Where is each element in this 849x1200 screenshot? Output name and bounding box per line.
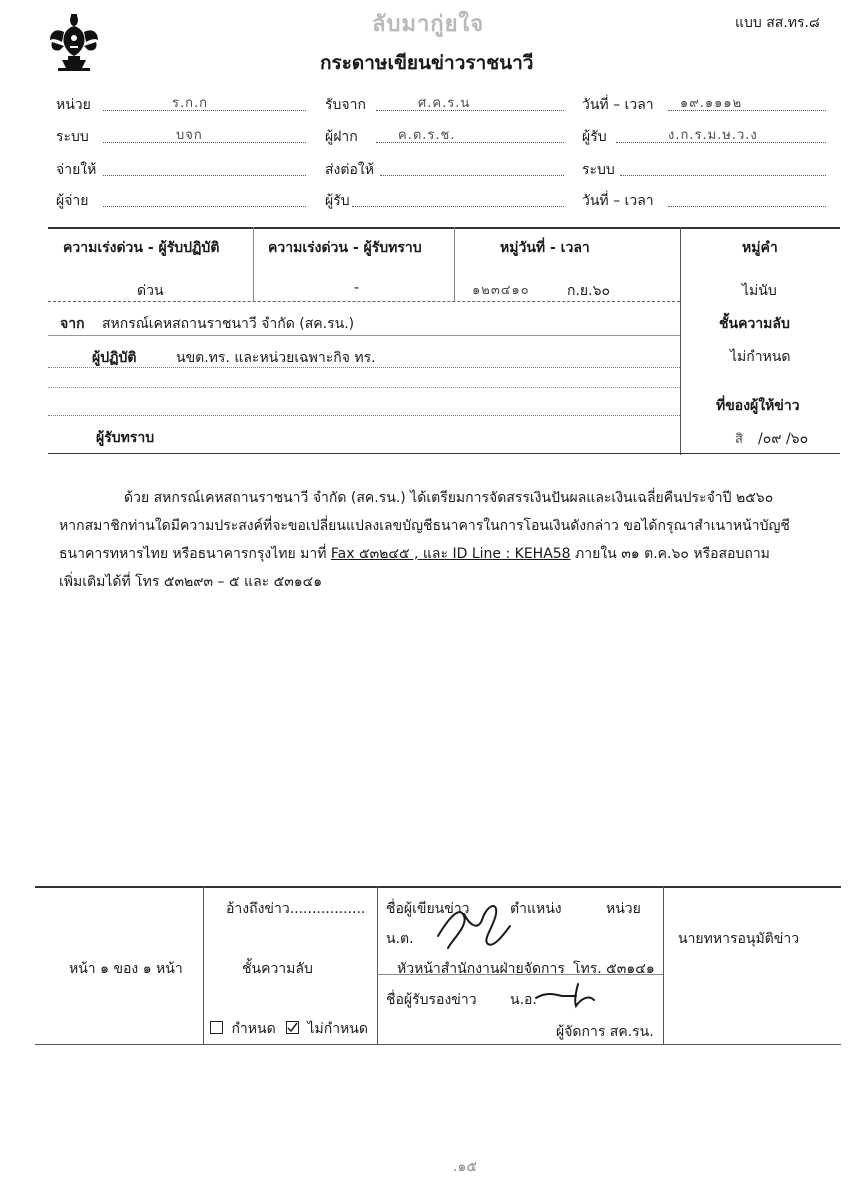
- fax-line-link[interactable]: Fax ๕๓๒๔๕ , และ ID Line : KEHA58: [330, 546, 571, 562]
- originator-ref-value: /๐๙ /๖๐: [758, 431, 809, 447]
- writer-signature: [430, 896, 520, 956]
- datetime-label: วันที่ – เวลา: [582, 97, 654, 113]
- page-of-pages: หน้า ๑ ของ ๑ หน้า: [69, 961, 183, 977]
- body-line-4: เพิ่มเติมได้ที่ โทร ๕๓๒๙๓ – ๕ และ ๕๓๑๔๑: [59, 574, 323, 590]
- urgency-action-value: ด่วน: [137, 283, 164, 299]
- dispatch-to-label: จ่ายให้: [56, 162, 97, 178]
- col-urgency-action-header: ความเร่งด่วน - ผู้รับปฏิบัติ: [63, 240, 220, 256]
- received-from-value[interactable]: ศ.ค.ร.น: [418, 96, 471, 111]
- secrecy-header: ชั้นความลับ: [719, 316, 790, 332]
- col-urgency-info-header: ความเร่งด่วน - ผู้รับทราบ: [268, 240, 422, 256]
- certifier-rank: น.อ.: [510, 992, 537, 1008]
- datetime2-line: [668, 206, 826, 207]
- wordcount-value: ไม่นับ: [742, 283, 777, 299]
- ref-news-field: อ้างถึงข่าว.................: [226, 901, 366, 917]
- writer-unit-label: หน่วย: [606, 901, 641, 917]
- unit-value[interactable]: ร.ก.ก: [172, 96, 208, 111]
- page-title: กระดาษเขียนข่าวราชนาวี: [320, 52, 534, 74]
- info-recipient-label: ผู้รับทราบ: [96, 430, 155, 446]
- writer-label: ชื่อผู้เขียนข่าว: [386, 901, 470, 917]
- stamp-mark: ลับมากู่ยใจ: [372, 12, 485, 37]
- opt-unset[interactable]: [286, 1018, 368, 1040]
- system-line: [103, 142, 306, 143]
- system2-line: [620, 175, 826, 176]
- recipient-value[interactable]: ง.ก.ร.ม.ษ.ว.ง: [668, 128, 758, 143]
- datetime-group-hand-value[interactable]: ๑๒๓๔๑๐: [472, 283, 530, 298]
- datetime-value[interactable]: ๑๙.๑๑๑๒: [680, 96, 743, 111]
- opt-unset-label: ไม่กำหนด: [307, 1021, 368, 1037]
- forward-to-label: ส่งต่อให้: [325, 162, 374, 178]
- system-label: ระบบ: [56, 129, 89, 145]
- col-wordcount-header: หมู่คำ: [742, 240, 778, 256]
- originator-ref-prefix: สิ: [735, 432, 744, 447]
- form-code: แบบ สส.ทร.๘: [735, 15, 820, 31]
- certifier-signature: [532, 980, 602, 1010]
- urgency-info-value: -: [354, 280, 360, 296]
- dispatch-to-line: [103, 175, 306, 176]
- writer-position-label: ตำแหน่ง: [510, 901, 562, 917]
- emblem-icon: [48, 10, 100, 72]
- action-recipient-label: ผู้ปฏิบัติ: [92, 350, 137, 366]
- opt-set[interactable]: [210, 1018, 276, 1040]
- page-number: .๑๕: [453, 1159, 477, 1175]
- deposited-by-value[interactable]: ค.ต.ร.ช.: [398, 128, 456, 143]
- body-line-1: ด้วย สหกรณ์เคหสถานราชนาวี จำกัด (สค.รน.) ได้เตรียมการจัดสรรเงินปันผลและเงินเฉลี่ยคืนประจำปี ๒๕๖๐: [124, 490, 774, 506]
- from-value: สหกรณ์เคหสถานราชนาวี จำกัด (สค.รน.): [102, 316, 355, 332]
- writer-rank: น.ต.: [386, 931, 414, 947]
- system2-label: ระบบ: [582, 162, 615, 178]
- datetime2-label: วันที่ – เวลา: [582, 193, 654, 209]
- secrecy-value: ไม่กำหนด: [730, 349, 791, 365]
- dispatcher-line: [103, 206, 306, 207]
- datetime-group-month-value: ก.ย.๖๐: [567, 283, 611, 299]
- opt-set-label: กำหนด: [231, 1021, 276, 1037]
- approver-label: นายทหารอนุมัติข่าว: [678, 931, 800, 947]
- recipient2-label: ผู้รับ: [325, 193, 350, 209]
- system-value[interactable]: บจก: [176, 128, 203, 143]
- recipient-label: ผู้รับ: [582, 129, 607, 145]
- recipient2-line: [352, 206, 564, 207]
- col-datetime-group-header: หมู่วันที่ - เวลา: [500, 240, 590, 256]
- writer-title: หัวหน้าสำนักงานฝ่ายจัดการ: [397, 961, 565, 977]
- forward-to-line: [380, 175, 564, 176]
- deposited-by-label: ผู้ฝาก: [325, 129, 358, 145]
- received-from-label: รับจาก: [325, 97, 366, 113]
- body-line-3: [59, 543, 770, 565]
- writer-phone: โทร. ๕๓๑๔๑: [573, 961, 655, 977]
- dispatcher-label: ผู้จ่าย: [56, 193, 89, 209]
- body-line-3-a: ธนาคารทหารไทย หรือธนาคารกรุงไทย มาที่: [59, 546, 327, 562]
- body-line-2: หากสมาชิกท่านใดมีความประสงค์ที่จะขอเปลี่ยนแปลงเลขบัญชีธนาคารในการโอนเงินดังกล่าว ขอได้กรุณาสำเนาหน้าบัญชี: [59, 518, 790, 534]
- message-grid: [48, 227, 840, 455]
- certifier-label: ชื่อผู้รับรองข่าว: [386, 992, 477, 1008]
- checkbox-unchecked-icon[interactable]: [210, 1021, 223, 1034]
- unit-label: หน่วย: [56, 97, 91, 113]
- action-recipient-value: นขต.ทร. และหน่วยเฉพาะกิจ ทร.: [176, 350, 376, 366]
- certifier-title: ผู้จัดการ สค.รน.: [556, 1024, 654, 1040]
- originator-ref-header: ที่ของผู้ให้ข่าว: [716, 398, 800, 414]
- checkbox-checked-icon[interactable]: [286, 1021, 299, 1034]
- footer-secrecy-label: ชั้นความลับ: [242, 961, 313, 977]
- body-line-3-b: ภายใน ๓๑ ต.ค.๖๐ หรือสอบถาม: [575, 546, 770, 562]
- from-label: จาก: [60, 316, 85, 332]
